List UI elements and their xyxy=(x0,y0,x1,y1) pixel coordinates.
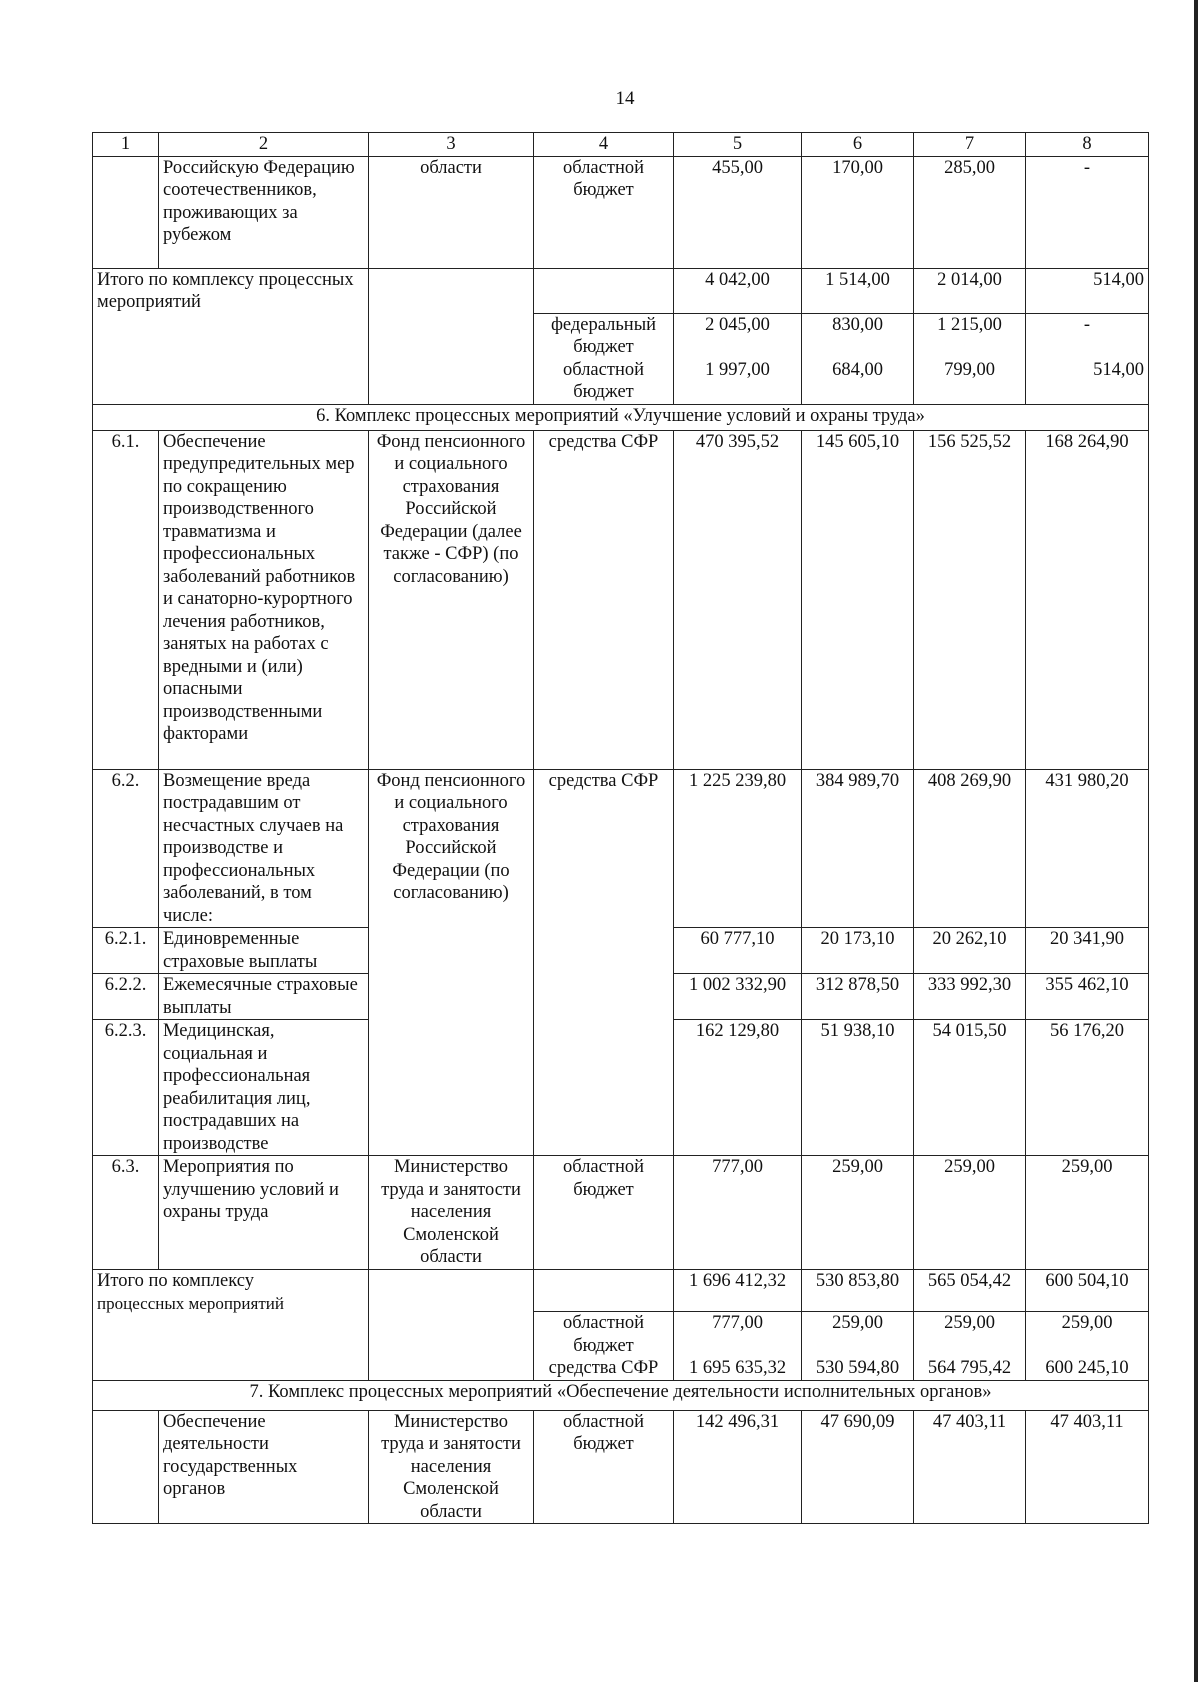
value-col8: 431 980,20 xyxy=(1026,769,1149,928)
row-organization: области xyxy=(369,156,534,268)
row-description: Мероприятия по улучшению условий и охраны труда xyxy=(159,1156,369,1270)
value-col5: 142 496,31 xyxy=(674,1410,802,1524)
value-col7: 54 015,50 xyxy=(914,1020,1026,1156)
row-organization: Фонд пенсионного и социального страхования Российской Федерации (по согласованию) xyxy=(369,769,534,1156)
value-col8: 47 403,11 xyxy=(1026,1410,1149,1524)
section-title: 7. Комплекс процессных мероприятий «Обеспечение деятельности исполнительных органов» xyxy=(93,1380,1149,1410)
value-col8: 168 264,90 xyxy=(1026,430,1149,769)
value-col8: 355 462,10 xyxy=(1026,974,1149,1020)
row-number: 6.1. xyxy=(93,430,159,769)
value-col6: 684,00 xyxy=(802,359,914,405)
funding-source: средства СФР xyxy=(534,1357,674,1380)
value-col8: 600 245,10 xyxy=(1026,1357,1149,1380)
total-funding-source xyxy=(534,268,674,313)
table-row xyxy=(93,1410,1149,1524)
column-header: 3 xyxy=(369,133,534,157)
value-col5: 777,00 xyxy=(674,1312,802,1358)
value-col8: 514,00 xyxy=(1026,359,1149,405)
total-row xyxy=(93,268,1149,313)
total-value-col7: 565 054,42 xyxy=(914,1270,1026,1312)
value-col5: 2 045,00 xyxy=(674,313,802,359)
table-row xyxy=(93,1156,1149,1270)
value-col7: 333 992,30 xyxy=(914,974,1026,1020)
section-header-row xyxy=(93,404,1149,430)
row-number: 6.2.1. xyxy=(93,928,159,974)
column-header: 8 xyxy=(1026,133,1149,157)
total-value-col5: 4 042,00 xyxy=(674,268,802,313)
row-organization: Министерство труда и занятости населения Смоленской области xyxy=(369,1156,534,1270)
value-col7: 47 403,11 xyxy=(914,1410,1026,1524)
column-header: 4 xyxy=(534,133,674,157)
value-col5: 60 777,10 xyxy=(674,928,802,974)
value-col8: 20 341,90 xyxy=(1026,928,1149,974)
column-header: 7 xyxy=(914,133,1026,157)
total-value-col8: 514,00 xyxy=(1026,268,1149,313)
total-funding-source xyxy=(534,1270,674,1312)
row-description: Возмещение вреда пострадавшим от несчастных случаев на производстве и профессиональных заболеваний, в том числе: xyxy=(159,769,369,928)
total-organization xyxy=(369,1270,534,1381)
value-col5: 777,00 xyxy=(674,1156,802,1270)
total-value-col8: 600 504,10 xyxy=(1026,1270,1149,1312)
column-header: 2 xyxy=(159,133,369,157)
row-funding-source: областной бюджет xyxy=(534,1156,674,1270)
value-col6: 530 594,80 xyxy=(802,1357,914,1380)
value-col6: 145 605,10 xyxy=(802,430,914,769)
value-col5: 470 395,52 xyxy=(674,430,802,769)
section-title: 6. Комплекс процессных мероприятий «Улучшение условий и охраны труда» xyxy=(93,404,1149,430)
value-col6: 830,00 xyxy=(802,313,914,359)
row-funding-source: областной бюджет xyxy=(534,1410,674,1524)
row-funding-source: средства СФР xyxy=(534,430,674,769)
value-col7: 20 262,10 xyxy=(914,928,1026,974)
row-organization: Министерство труда и занятости населения Смоленской области xyxy=(369,1410,534,1524)
budget-table xyxy=(92,132,1149,1524)
row-description: Российскую Федерацию соотечественников, проживающих за рубежом xyxy=(159,156,369,268)
value-col7: 564 795,42 xyxy=(914,1357,1026,1380)
row-number xyxy=(93,156,159,268)
value-col7: 1 215,00 xyxy=(914,313,1026,359)
value-col6: 259,00 xyxy=(802,1312,914,1358)
row-description: Обеспечение деятельности государственных органов xyxy=(159,1410,369,1524)
value-col6: 384 989,70 xyxy=(802,769,914,928)
total-value-col7: 2 014,00 xyxy=(914,268,1026,313)
column-header: 1 xyxy=(93,133,159,157)
funding-source: областной бюджет xyxy=(534,1312,674,1358)
row-number xyxy=(93,1410,159,1524)
value-col5: 162 129,80 xyxy=(674,1020,802,1156)
value-col7: 259,00 xyxy=(914,1156,1026,1270)
column-header: 6 xyxy=(802,133,914,157)
page-number: 14 xyxy=(615,88,635,109)
total-value-col6: 530 853,80 xyxy=(802,1270,914,1312)
value-col7: 156 525,52 xyxy=(914,430,1026,769)
value-col7: 259,00 xyxy=(914,1312,1026,1358)
value-col6: 51 938,10 xyxy=(802,1020,914,1156)
value-col6: 47 690,09 xyxy=(802,1410,914,1524)
column-header: 5 xyxy=(674,133,802,157)
page-edge-line xyxy=(1194,0,1198,1682)
table-row xyxy=(93,156,1149,268)
table-row xyxy=(93,430,1149,769)
value-col7: 408 269,90 xyxy=(914,769,1026,928)
value-col6: 170,00 xyxy=(802,156,914,268)
value-col8: 259,00 xyxy=(1026,1312,1149,1358)
value-col5: 1 225 239,80 xyxy=(674,769,802,928)
funding-source: федеральный бюджет xyxy=(534,313,674,359)
row-description: Обеспечение предупредительных мер по сокращению производственного травматизма и профессиональных заболеваний работников и санаторно-курортного лечения работников, занятых на работах с вредными и (или) опасными производственными факторами xyxy=(159,430,369,769)
row-description: Единовременные страховые выплаты xyxy=(159,928,369,974)
total-label xyxy=(93,1270,369,1381)
total-value-col6: 1 514,00 xyxy=(802,268,914,313)
value-col5: 455,00 xyxy=(674,156,802,268)
value-col6: 312 878,50 xyxy=(802,974,914,1020)
column-header-row xyxy=(93,133,1149,157)
value-col5: 1 002 332,90 xyxy=(674,974,802,1020)
row-number: 6.2.2. xyxy=(93,974,159,1020)
value-col7: 285,00 xyxy=(914,156,1026,268)
row-number: 6.2. xyxy=(93,769,159,928)
total-label-line2: процессных мероприятий xyxy=(97,1293,284,1313)
total-row xyxy=(93,1270,1149,1312)
row-number: 6.3. xyxy=(93,1156,159,1270)
row-organization: Фонд пенсионного и социального страхования Российской Федерации (далее также - СФР) (по согласованию) xyxy=(369,430,534,769)
value-col6: 20 173,10 xyxy=(802,928,914,974)
value-col7: 799,00 xyxy=(914,359,1026,405)
total-organization xyxy=(369,268,534,404)
value-col8: - xyxy=(1026,156,1149,268)
value-col8: 56 176,20 xyxy=(1026,1020,1149,1156)
value-col8: 259,00 xyxy=(1026,1156,1149,1270)
value-col6: 259,00 xyxy=(802,1156,914,1270)
row-description: Ежемесячные страховые выплаты xyxy=(159,974,369,1020)
row-funding-source: областной бюджет xyxy=(534,156,674,268)
value-col5: 1 695 635,32 xyxy=(674,1357,802,1380)
total-label-line1: Итого по комплексу xyxy=(97,1271,254,1291)
table-row xyxy=(93,769,1149,928)
row-funding-source: средства СФР xyxy=(534,769,674,1156)
value-col8: - xyxy=(1026,313,1149,359)
value-col5: 1 997,00 xyxy=(674,359,802,405)
total-label: Итого по комплексу процессных мероприятий xyxy=(93,268,369,404)
row-number: 6.2.3. xyxy=(93,1020,159,1156)
row-description: Медицинская, социальная и профессиональная реабилитация лиц, пострадавших на производстве xyxy=(159,1020,369,1156)
funding-source: областной бюджет xyxy=(534,359,674,405)
total-value-col5: 1 696 412,32 xyxy=(674,1270,802,1312)
section-header-row xyxy=(93,1380,1149,1410)
